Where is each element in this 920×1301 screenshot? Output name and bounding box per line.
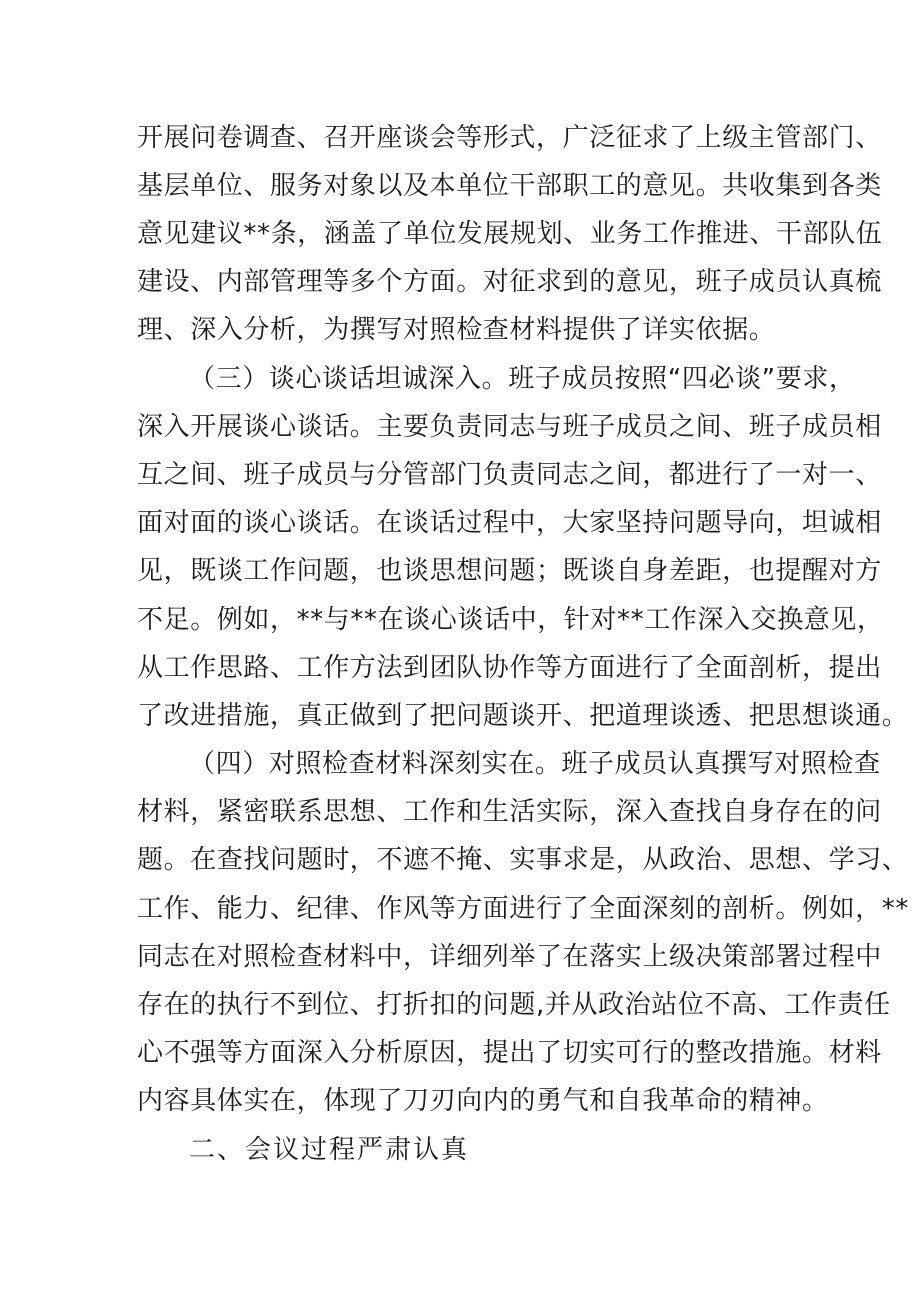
paragraph-line: 意见建议**条，涵盖了单位发展规划、业务工作推进、干部队伍 bbox=[137, 219, 883, 249]
paragraph-line: 见，既谈工作问题，也谈思想问题；既谈自身差距，也提醒对方 bbox=[137, 556, 882, 586]
paragraph-line: 面对面的谈心谈话。在谈话过程中，大家坚持问题导向，坦诚相 bbox=[137, 508, 882, 538]
paragraph-line: 材料，紧密联系思想、工作和生活实际，深入查找自身存在的问 bbox=[137, 797, 882, 827]
paragraph-line: 建设、内部管理等多个方面。对征求到的意见，班子成员认真梳 bbox=[137, 267, 882, 297]
paragraph-line: 深入开展谈心谈话。主要负责同志与班子成员之间、班子成员相 bbox=[137, 412, 882, 442]
paragraph-line: 工作、能力、纪律、作风等方面进行了全面深刻的剖析。例如，** bbox=[137, 894, 910, 924]
paragraph-line: 开展问卷调查、召开座谈会等形式，广泛征求了上级主管部门、 bbox=[137, 123, 882, 153]
paragraph-line: 心不强等方面深入分析原因，提出了切实可行的整改措施。材料 bbox=[137, 1038, 882, 1068]
paragraph-line: 同志在对照检查材料中，详细列举了在落实上级决策部署过程中 bbox=[137, 942, 882, 972]
section-three-lead-line: （三）谈心谈话坦诚深入。班子成员按照“四必谈”要求， bbox=[189, 364, 856, 394]
paragraph-line: 理、深入分析，为撰写对照检查材料提供了详实依据。 bbox=[137, 315, 776, 345]
paragraph-line: 存在的执行不到位、打折扣的问题,并从政治站位不高、工作责任 bbox=[137, 990, 891, 1020]
paragraph-line: 内容具体实在，体现了刀刃向内的勇气和自我革命的精神。 bbox=[137, 1086, 829, 1116]
paragraph-line: 从工作思路、工作方法到团队协作等方面进行了全面剖析，提出 bbox=[137, 653, 882, 683]
section-four-lead-line: （四）对照检查材料深刻实在。班子成员认真撰写对照检查 bbox=[189, 749, 881, 779]
section-heading: 二、会议过程严肃认真 bbox=[189, 1135, 470, 1165]
paragraph-line: 了改进措施，真正做到了把问题谈开、把道理谈透、把思想谈通。 bbox=[137, 701, 909, 731]
paragraph-line: 不足。例如，**与**在谈心谈话中，针对**工作深入交换意见， bbox=[137, 605, 884, 635]
paragraph-line: 题。在查找问题时，不遮不掩、实事求是，从政治、思想、学习、 bbox=[137, 845, 909, 875]
paragraph-line: 基层单位、服务对象以及本单位干部职工的意见。共收集到各类 bbox=[137, 171, 882, 201]
paragraph-line: 互之间、班子成员与分管部门负责同志之间，都进行了一对一、 bbox=[137, 460, 882, 490]
